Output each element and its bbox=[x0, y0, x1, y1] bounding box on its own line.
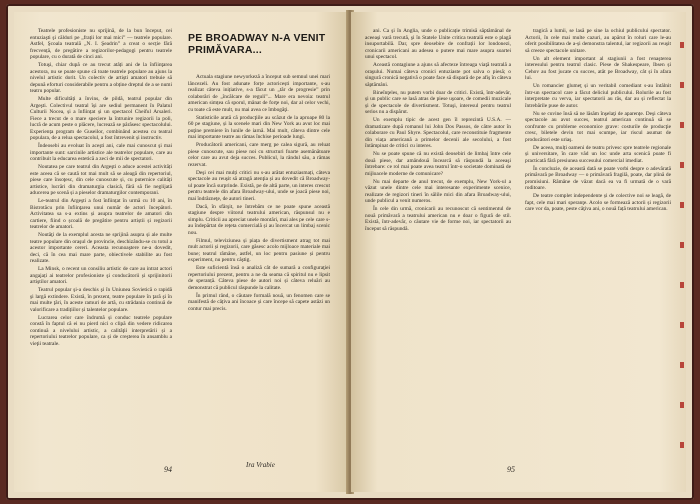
right-page-column-2 bbox=[525, 28, 671, 458]
body-paragraph: În primul rând, o căutare formală nouă, un fenomen care se manifestă de câțiva ani încoace și care începe să capete astăzi un contur mai precis. bbox=[188, 292, 330, 312]
body-paragraph: Teatrele profesioniste nu sprijinã, de la bun început, cei entuziaşti şi călduri pe „frații lor mai mici” — teatrele populare. Astfel, Şcoala teatrală „N. I. Şeadrin” a creat o secție fără frecvență, de pregătire a regizorilor-pedagogi pentru teatrele populare, cu o durată de cinci ani. bbox=[30, 28, 172, 60]
author-signature: Ira Vrabie bbox=[246, 461, 275, 469]
body-paragraph: ani. Ca şi în Anglia, unde o publicație trimisă săptămânal de aceeaşi vară trecută, şi în Statele Unite critica teatrală este o plagă insuportabilă. Dar, spre deosebire de confrații lor londonezi, cronicarii americani au adesea o putere mai mare asupra soartei unui spectacol. bbox=[365, 28, 511, 60]
body-paragraph: Teatrul popular şi-a deschis şi în Uniunea Sovietică o rapidă şi largă extindere. Există, în prezent, teatre populare în ţară şi în mai multe ţări, în aceste ramuri de artă, cu strădania continuă de valorificare a tradițiilor și talentelor populare. bbox=[30, 287, 172, 313]
body-paragraph: La Minsk, o recent un consiliu artistic de care au intrat actori angajați ai teatrelor profesioniste şi conducătorii și sprijinitorii artiştilor amatori. bbox=[30, 266, 172, 285]
magazine-spread bbox=[6, 4, 694, 500]
body-paragraph: În cele din urmă, cronicarii au recunoscut că sentimentul de nouă primăvară a teatrului american nu e doar o figură de stil. Există, într-adevăr, o căutare vie de forme noi, iar spectatorii au început să răspundă. bbox=[365, 206, 511, 232]
body-paragraph: Noutatea pe care teatrul din Argeşti o aduce acestei activități este aceea că se caută tot mai mult să se aleagă din repertoriul, piese care însoţesc, din cele cunoscute și, cu puternice calități artistice, lucrări din dramaturgia clasică, fără să fie neglijată aducerea pe scenă și a pieselor dramaturgilor contemporani. bbox=[30, 164, 172, 196]
body-paragraph: De teatre complet independente și de colective noi se leagă, de fapt, cele mai mari speranţe. Acolo se formează actorii și regizorii care vor da, poate, peste câţiva ani, o nouă față teatrului american. bbox=[525, 193, 671, 212]
left-page-column-1 bbox=[30, 28, 172, 458]
body-paragraph: Nu mai departe de anul trecut, de exemplu, New York-ul a văzut unele dintre cele mai interesante experimente scenice, realizate de regizori tineri în sălile mici din afara Broadway-ului, unde publicul a venit numeros. bbox=[365, 178, 511, 204]
body-paragraph: Este suficientă însă o analiză cât de sumară a configuraţiei repertoriului prezent, pentru a ne da seama că spiritul nu e lipsit de speranță. Câteva piese de autori noi și câteva reluări au demonstrat că publicul răspunde la calitate. bbox=[188, 265, 330, 291]
article-headline: PE BROADWAY N-A VENIT PRIMĂVARA... bbox=[188, 32, 326, 56]
right-page-column-1 bbox=[365, 28, 511, 458]
body-paragraph: Această contagiune a ajuns să afecteze întreaga viaţă teatrală a oraşului. Numai câteva cronici entuziaste pot salva o piesă; o singură cronică negativă o poate face să dispară de pe afiş în câteva săptămâni. bbox=[365, 62, 511, 88]
body-paragraph: Nu se cuvine însă să ne lăsăm înşelaţi de aparențe. Deşi câteva spectacole au avut succes, teatrul american continuă să se confrunte cu probleme economice grave: costurile de producţie cresc, biletele devin tot mai scumpe, iar riscul asumat de producători este uriaş. bbox=[525, 110, 671, 143]
body-paragraph: Statisticile arată că producţiile au scăzut de la aproape 80 la 60 pe stagiune, și la scenele mari din New York au avut loc mai puţine premiere în lunile de iarnă. Mai mult, câteva dintre cele mai importante teatre au rămas închise perioade lungi. bbox=[188, 114, 330, 140]
body-paragraph: În concluzie, de această dată se poate vorbi despre o adevărată primăvară pe Broadway — o primăvară fragilă, poate, dar plină de promisiuni. Rămâne de văzut dacă ea va fi urmată de o vară roditoare. bbox=[525, 165, 671, 191]
left-page bbox=[14, 12, 349, 492]
right-page bbox=[351, 12, 686, 492]
body-paragraph: Actuala stagiune newyorkeză a început sub semnul unei mari lâncezeli. Au fost adunate forțe actoricești importante, s-au realizat câteva inițiative, s-a făcut un „tăr de progresie” prin colaborări de „încălcare de reguli”... Mare era nevoia: teatrul american simțea că sporul, mânat de forţe noi, dar al celor vechi, cu toate că este mult, nu mai avea ce îmbogăţi. bbox=[188, 74, 330, 113]
body-paragraph: Le-teatrul din Argeşti a fost înființat în urmă cu 10 ani, în Bistrotăcu prin înfiinţarea unui număr de actori începători. Activitatea sa s-a extins și asupra teatrelor de amatori din cartiere, fiind o școală de pregătire pentru artiștii și regizorii teatrelor de amatori. bbox=[30, 198, 172, 230]
body-paragraph: Producătorii americani, care merg pe calea sigură, au reluat piese cunoscute, sau piese noi cu structuri foarte asemănătoare celor care au avut deja succes. Publicul, la rândul său, a rămas rezervat. bbox=[188, 142, 330, 168]
body-paragraph: Lucrarea celor care îndrumă și conduc teatrele populare constă în faptul că ei nu pierd nici o clipă din vedere ridicarea continuă a nivelului artistic, a calităţii interpretării și a repertoriului teatrelor populare, ca și de creşterea în ansamblu a vieţii teatrale. bbox=[30, 314, 172, 347]
body-paragraph: Dacă, în sfârşit, ne întrebăm ce ne poate spune această stagiune despre viitorul teatrului american, răspunsul nu e simplu. Criticii au apreciat unele montări, mai ales pe cele care s-au îndepărtat de rețeta comercială și au încercat un limbaj scenic nou. bbox=[188, 203, 330, 236]
body-paragraph: Filmul, televiziunea și piața de divertisment atrag tot mai mult actorii și regizorii, care găsesc acolo mijloace materiale mai bune; teatrul rămâne, astfel, un loc pentru pasiune și pentru experiment, nu pentru câştig. bbox=[188, 237, 330, 263]
body-paragraph: Îndeosebi au evoluat în aceşti ani, cale mai cunoscut şi mai importante sunt: sarcinile artistice ale teatrelor populare, care au contribuit la educarea estetică a zeci de mii de spectatori. bbox=[30, 143, 172, 162]
body-paragraph: Un romancier glumeţ și un veritabil comediant s-au întâlnit într-un spectacol care a făcut deliciul publicului. Rolurile au fost interpretate cu verva, iar spectatorii au râs, dar au și reflectat la întrebările puse de autor. bbox=[525, 83, 671, 109]
body-paragraph: Multe dificultăți a învins, de pildă, teatrul popular din Argeşti. Colectivul teatral își are sediul permanent în Palatul Culturii Nocea, și a înființat și un spectacol Cheiful Arsaleri. Fiece a trecut de o mare speciere la întrunire regizorii la poli, lucră de acum peste o plăcere, lucrează se pârăsesc spectacolului. Experiența program de Guseilor, combinând acestea cu teatral populara, de a relua spectacolul, a fost întrevenit și instructiv. bbox=[30, 96, 172, 141]
body-paragraph: Totuşi, chiar după ce au trecut atâți ani de la înfiinţarea acestora, nu se poate spune că toate teatrele populare au ajuns la nivelul artistic dorit. Un colectiv de artiști amatori trebuie să depună eforturi considerabile pentru a obține dreptul de a se numi teatru popular. bbox=[30, 62, 172, 94]
body-paragraph: Bineînţeles, nu putem vorbi doar de critici. Există, într-adevăr, și un public care se lasă atras de piese uşoare, de comedii muzicale și de spectacole de divertisment. Totuşi, interesul pentru teatrul serios nu a dispărut. bbox=[365, 89, 511, 115]
body-paragraph: Noutăţi de la exemplul acesta ne sprijină asupra și ale multe teatre populare din oraşul de provincie, deschizându-se cu totul a acestor importante cereri. Aceasta recunoaştere ne-a dovedit, deci, că în cea mai mare parte, obiectivele stabilite au fost realizate. bbox=[30, 232, 172, 264]
page-number-right: 95 bbox=[507, 465, 515, 474]
body-paragraph: tragică a lumii, se lasă pe sine la ochiul publicului spectator. Actorii, în cele mai multe cazuri, au apărut în roluri care le-au oferit posibilitatea de a-și demonstra talentul, iar regizorii au reuşit să creeze spectacole unitare. bbox=[525, 28, 671, 54]
body-paragraph: Deşi cei mai mulți critici nu s-au arătat entuziasmați, câteva spectacole au reuşit să atragă atenţia și au dovedit că Broadway-ul poate încă surprinde. Există, pe de altă parte, un interes crescut pentru teatrele din afara Broadway-ului, unde se joacă piese noi, mai îndrăzneţe, de autori tineri. bbox=[188, 169, 330, 202]
body-paragraph: De aceea, mulți oameni de teatru privesc spre teatrele regionale și universitare, în care văd un loc unde arta scenică poate fi practicată fără presiunea succesului comercial imediat. bbox=[525, 144, 671, 164]
body-paragraph: Nu se poate spune că nu există deosebiri de limbaj între cele două piese, dar amândouă încearcă să răspundă la aceeaşi întrebare: ce rol mai poate avea teatrul într-o societate dominată de mijloacele moderne de comunicare? bbox=[365, 151, 511, 177]
page-edge-marks bbox=[680, 42, 684, 462]
body-paragraph: Un exemplu tipic de acest gen îl reprezintă U.S.A. — dramatizare după romanul lui John Dos Passos, de către autor în colaborare cu Paul Shyre. Spectacolul, care reconstituie fragmente din viața americană a primelor decenii ale secolului, a fost întâmpinat de critici cu interes. bbox=[365, 117, 511, 149]
page-number-left: 94 bbox=[164, 465, 172, 474]
left-page-column-2 bbox=[188, 74, 330, 458]
body-paragraph: Un alt element important al stagiunii a fost renaşterea interesului pentru teatrul clasic. Piese de Shakespeare, Ibsen și Cehov au fost jucate cu succes, atât pe Broadway, cât și în afara lui. bbox=[525, 55, 671, 81]
